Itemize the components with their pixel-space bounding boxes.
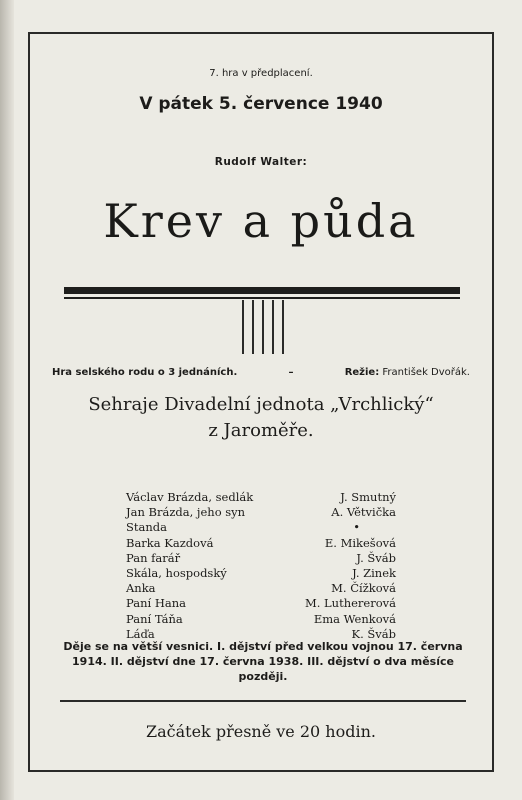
cast-actor: A. Větvička (331, 505, 396, 520)
decorative-vertical-lines (242, 300, 286, 354)
company-line-1: Sehraje Divadelní jednota „Vrchlický“ (88, 394, 434, 415)
date-line: V pátek 5. července 1940 (139, 94, 383, 114)
cast-row (126, 551, 396, 566)
setting-note-line-3: později. (238, 670, 288, 683)
cast-actor: J. Zinek (352, 566, 396, 581)
start-time: Začátek přesně ve 20 hodin. (146, 722, 376, 741)
director-name: František Dvořák. (382, 367, 470, 378)
cast-row (126, 581, 396, 596)
cast-role: Paní Hana (126, 596, 186, 611)
cast-actor: M. Čížková (331, 581, 396, 596)
title-rule-thin (64, 297, 460, 299)
cast-role: Anka (126, 581, 156, 596)
page-edge-shadow (0, 0, 14, 800)
genre-text: Hra selského rodu o 3 jednáních. (52, 367, 238, 378)
cast-actor: • (353, 520, 360, 535)
cast-role: Jan Brázda, jeho syn (126, 505, 246, 520)
genre-direction-line (52, 367, 470, 378)
cast-row (126, 490, 396, 505)
cast-role: Václav Brázda, sedlák (126, 490, 254, 504)
cast-row (126, 536, 396, 551)
cast-row (126, 520, 396, 535)
direction-credit (345, 367, 470, 378)
cast-actor: J. Šváb (356, 550, 396, 565)
setting-note-line-2: 1914. II. dějství dne 17. června 1938. III. dějství o dva měsíce (72, 655, 454, 668)
cast-actor: J. Smutný (340, 490, 396, 504)
title-rule-thick (64, 287, 460, 294)
cast-actor: Ema Wenková (313, 611, 396, 626)
cast-actor: M. Luthererová (304, 596, 396, 611)
cast-role: Láďa (126, 626, 155, 641)
author-line: Rudolf Walter: (214, 156, 308, 168)
cast-role: Paní Táňa (126, 611, 183, 626)
direction-label: Režie: (344, 367, 380, 378)
setting-note (60, 639, 466, 684)
cast-list (126, 490, 396, 642)
cast-role: Standa (126, 520, 167, 535)
cast-row (126, 612, 396, 627)
poster-frame (28, 32, 494, 772)
bottom-divider (60, 700, 466, 702)
play-title: Krev a půda (103, 194, 419, 248)
cast-actor: E. Mikešová (324, 535, 396, 550)
cast-row (126, 505, 396, 520)
subscription-line: 7. hra v předplacení. (209, 68, 313, 79)
cast-role: Skála, hospodský (126, 566, 227, 581)
cast-role: Pan farář (126, 550, 181, 565)
setting-note-line-1: Děje se na větší vesnici. I. dějství před velkou vojnou 17. června (63, 640, 463, 653)
genre-dash: – (288, 367, 294, 378)
cast-role: Barka Kazdová (126, 535, 214, 550)
cast-row (126, 566, 396, 581)
cast-row (126, 596, 396, 611)
cast-actor: K. Šváb (351, 626, 396, 641)
company-line-2: z Jaroměře. (208, 420, 314, 441)
